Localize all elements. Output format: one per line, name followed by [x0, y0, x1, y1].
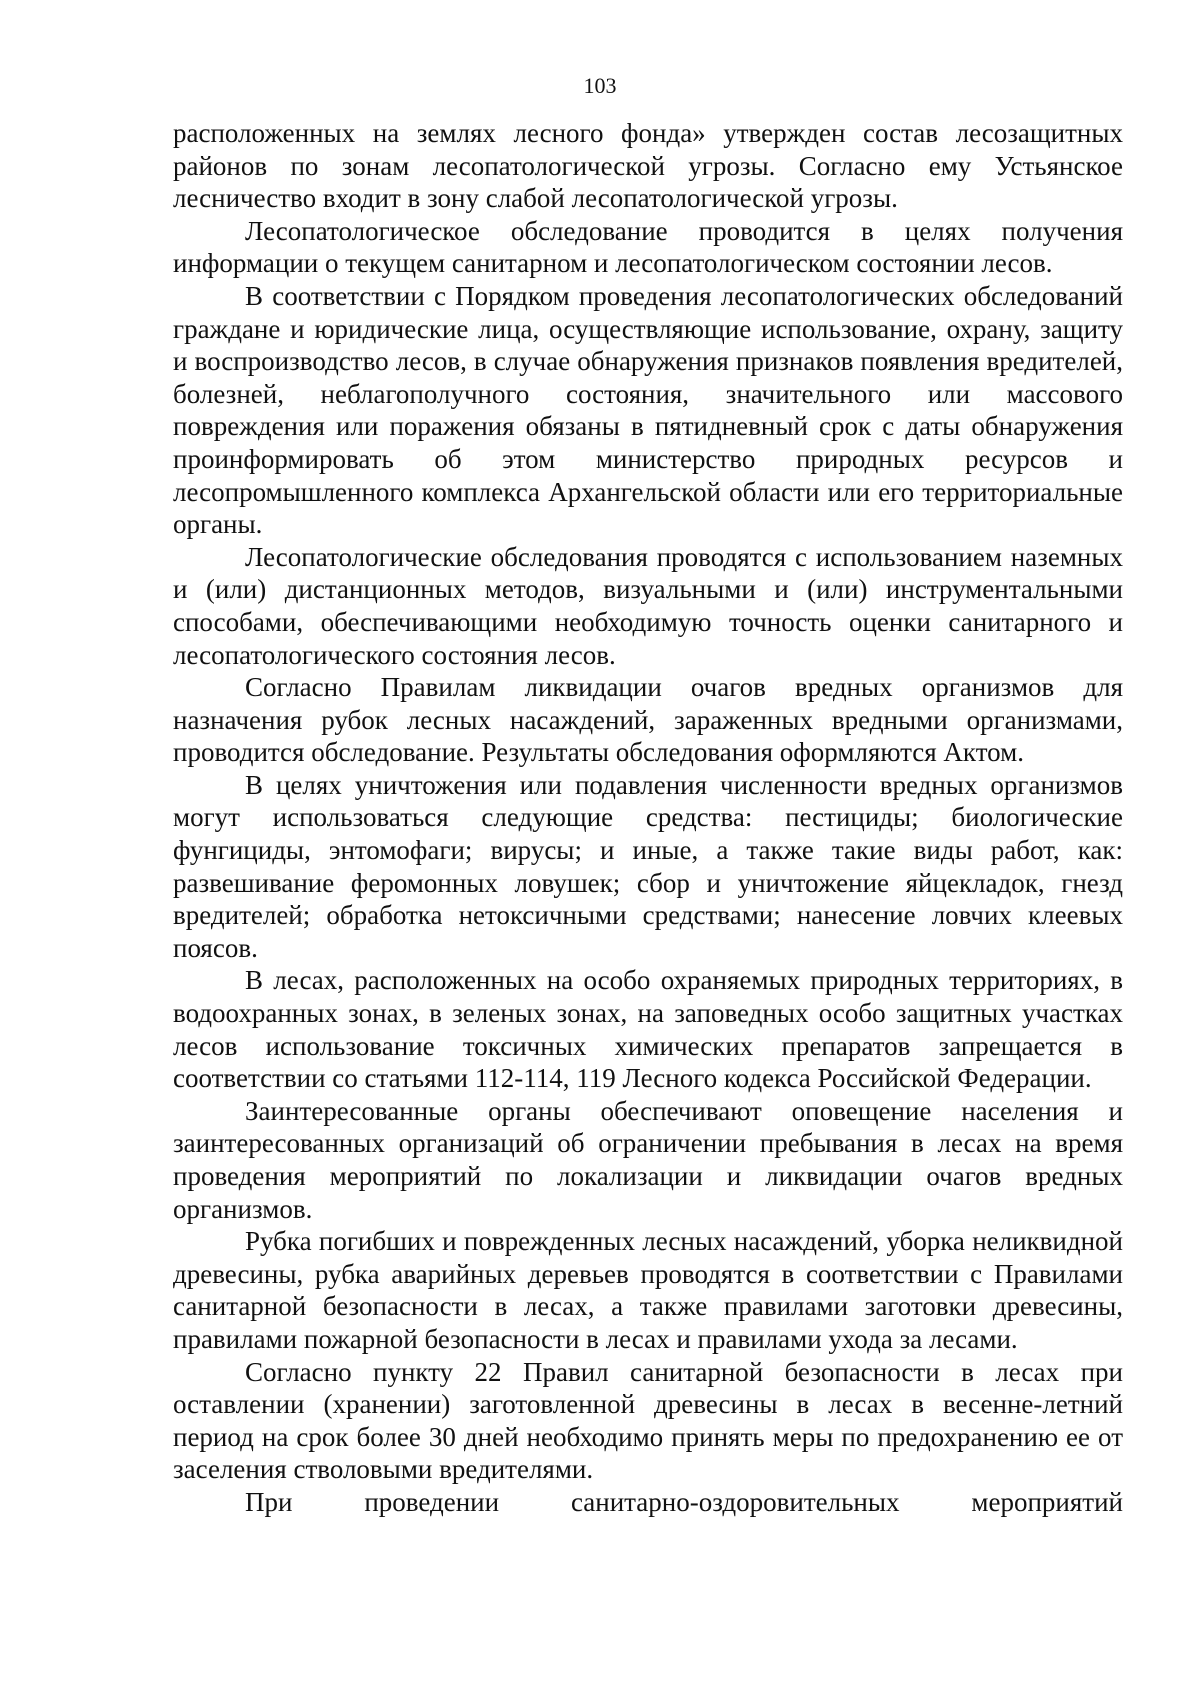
- page-number: 103: [583, 73, 617, 98]
- paragraph: В лесах, расположенных на особо охраняемых природных территориях, в водоохранных зонах, в зеленых зонах, на заповедных особо защитных участках лесов использование токсичных химических препаратов запрещается в соответствии со статьями 112-114, 119 Лесного кодекса Российской Федерации.: [173, 965, 1123, 1094]
- paragraph: Заинтересованные органы обеспечивают оповещение населения и заинтересованных организаций об ограничении пребывания в лесах на время проведения мероприятий по локализации и ликвидации очагов вредных организмов.: [173, 1095, 1123, 1224]
- paragraph-continuation: расположенных на землях лесного фонда» утвержден состав лесозащитных районов по зонам лесопатологической угрозы. Согласно ему Устьянское лесничество входит в зону слабой лесопатологической угрозы.: [173, 118, 1123, 214]
- body-text: [173, 117, 1123, 1519]
- paragraph: Лесопатологические обследования проводятся с использованием наземных и (или) дистанционных методов, визуальными и (или) инструментальными способами, обеспечивающими необходимую точность оценки санитарного и лесопатологического состояния лесов.: [173, 541, 1123, 670]
- paragraph-truncated: При проведении санитарно-оздоровительных мероприятий: [245, 1486, 1123, 1517]
- paragraph: В соответствии с Порядком проведения лесопатологических обследований граждане и юридические лица, осуществляющие использование, охрану, защиту и воспроизводство лесов, в случае обнаружения признаков появления вредителей, болезней, неблагополучного состояния, значительного или массового повреждения или поражения обязаны в пятидневный срок с даты обнаружения проинформировать об этом министерство природных ресурсов и лесопромышленного комплекса Архангельской области или его территориальные органы.: [173, 280, 1123, 540]
- paragraph: Согласно Правилам ликвидации очагов вредных организмов для назначения рубок лесных насаждений, зараженных вредными организмами, проводится обследование. Результаты обследования оформляются Актом.: [173, 672, 1123, 768]
- paragraph: В целях уничтожения или подавления численности вредных организмов могут использоваться следующие средства: пестициды; биологические фунгициды, энтомофаги; вирусы; и иные, а также такие виды работ, как: развешивание феромонных ловушек; сбор и уничтожение яйцекладок, гнезд вредителей; обработка нетоксичными средствами; нанесение ловчих клеевых поясов.: [173, 769, 1123, 963]
- paragraph: Лесопатологическое обследование проводится в целях получения информации о текущем санитарном и лесопатологическом состоянии лесов.: [173, 215, 1123, 279]
- paragraph: Рубка погибших и поврежденных лесных насаждений, уборка неликвидной древесины, рубка аварийных деревьев проводятся в соответствии с Правилами санитарной безопасности в лесах, а также правилами заготовки древесины, правилами пожарной безопасности в лесах и правилами ухода за лесами.: [173, 1226, 1123, 1354]
- paragraph: Согласно пункту 22 Правил санитарной безопасности в лесах при оставлении (хранении) заготовленной древесины в лесах в весенне-летний период на срок более 30 дней необходимо принять меры по предохранению ее от заселения стволовыми вредителями.: [173, 1356, 1123, 1485]
